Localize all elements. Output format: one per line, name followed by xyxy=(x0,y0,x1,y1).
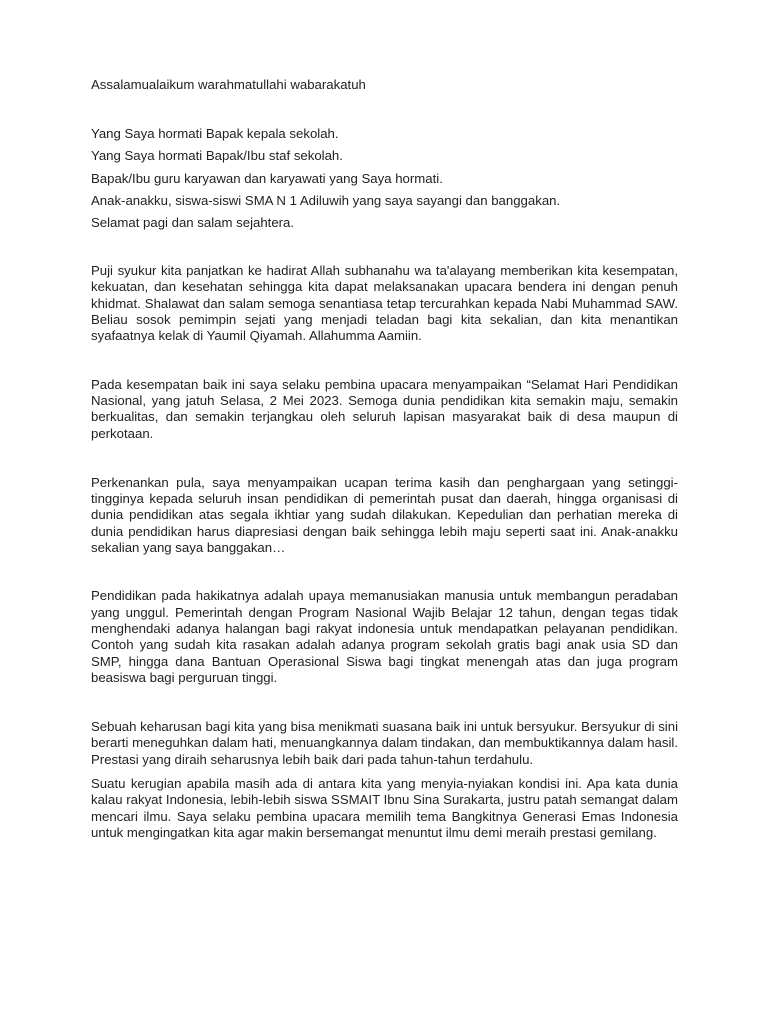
document-body xyxy=(91,77,678,841)
greeting: Assalamualaikum warahmatullahi wabarakatuh xyxy=(91,77,366,92)
paragraph: Pendidikan pada hakikatnya adalah upaya memanusiakan manusia untuk membangun peradaban yang unggul. Pemerintah dengan Program Nasional Wajib Belajar 12 tahun, dengan tegas tidak menghendaki adanya halangan bagi rakyat indonesia untuk mendapatkan pelayanan pendidikan. Contoh yang sudah kita rasakan adalah adanya program sekolah gratis bagi anak usia SD dan SMP, hingga dana Bantuan Operasional Siswa bagi tingkat menengah atas dan juga program beasiswa bagi perguruan tinggi. xyxy=(91,588,678,685)
salutation-line: Bapak/Ibu guru karyawan dan karyawati yang Saya hormati. xyxy=(91,170,443,186)
paragraph: Puji syukur kita panjatkan ke hadirat Allah subhanahu wa ta'alayang memberikan kita kesempatan, kekuatan, dan kesehatan sehingga kita dapat melaksanakan upacara bendera ini dengan penuh khidmat. Shalawat dan salam semoga senantiasa tetap tercurahkan kepada Nabi Muhammad SAW. Beliau sosok pemimpin sejati yang menjadi teladan bagi kita sekalian, dan kita menantikan syafaatnya kelak di Yaumil Qiyamah. Allahumma Aamiin. xyxy=(91,263,678,344)
salutation-line: Selamat pagi dan salam sejahtera. xyxy=(91,215,295,231)
paragraph: Sebuah keharusan bagi kita yang bisa menikmati suasana baik ini untuk bersyukur. Bersyukur di sini berarti meneguhkan dalam hati, menuangkannya dalam tindakan, dan membuktikannya dalam hasil. Prestasi yang diraih seharusnya lebih baik dari pada tahun-tahun terdahulu. xyxy=(91,719,678,767)
salutation-line: Anak-anakku, siswa-siswi SMA N 1 Adiluwih yang saya sayangi dan banggakan. xyxy=(91,192,561,208)
paragraph: Pada kesempatan baik ini saya selaku pembina upacara menyampaikan “Selamat Hari Pendidikan Nasional, yang jatuh Selasa, 2 Mei 2023. Semoga dunia pendidikan kita semakin maju, semakin berkualitas, dan semakin terjangkau oleh seluruh lapisan masyarakat baik di desa maupun di perkotaan. xyxy=(91,376,678,441)
salutation-line: Yang Saya hormati Bapak/Ibu staf sekolah. xyxy=(91,148,343,164)
salutation-line: Yang Saya hormati Bapak kepala sekolah. xyxy=(91,126,339,141)
paragraph: Suatu kerugian apabila masih ada di antara kita yang menyia-nyiakan kondisi ini. Apa kata dunia kalau rakyat Indonesia, lebih-lebih siswa SSMAIT Ibnu Sina Surakarta, justru patah semangat dalam mencari ilmu. Saya selaku pembina upacara memilih tema Bangkitnya Generasi Emas Indonesia untuk mengingatkan kita agar makin bersemangat menuntut ilmu demi meraih prestasi gemilang. xyxy=(91,776,678,840)
paragraph: Perkenankan pula, saya menyampaikan ucapan terima kasih dan penghargaan yang setinggi-tingginya kepada seluruh insan pendidikan di pemerintah pusat dan daerah, hingga organisasi di dunia pendidikan atas segala ikhtiar yang sudah dilakukan. Kepedulian dan perhatian mereka di dunia pendidikan harus diapresiasi dengan baik sehingga lebih maju seperti saat ini. Anak-anakku sekalian yang saya banggakan… xyxy=(91,474,678,556)
